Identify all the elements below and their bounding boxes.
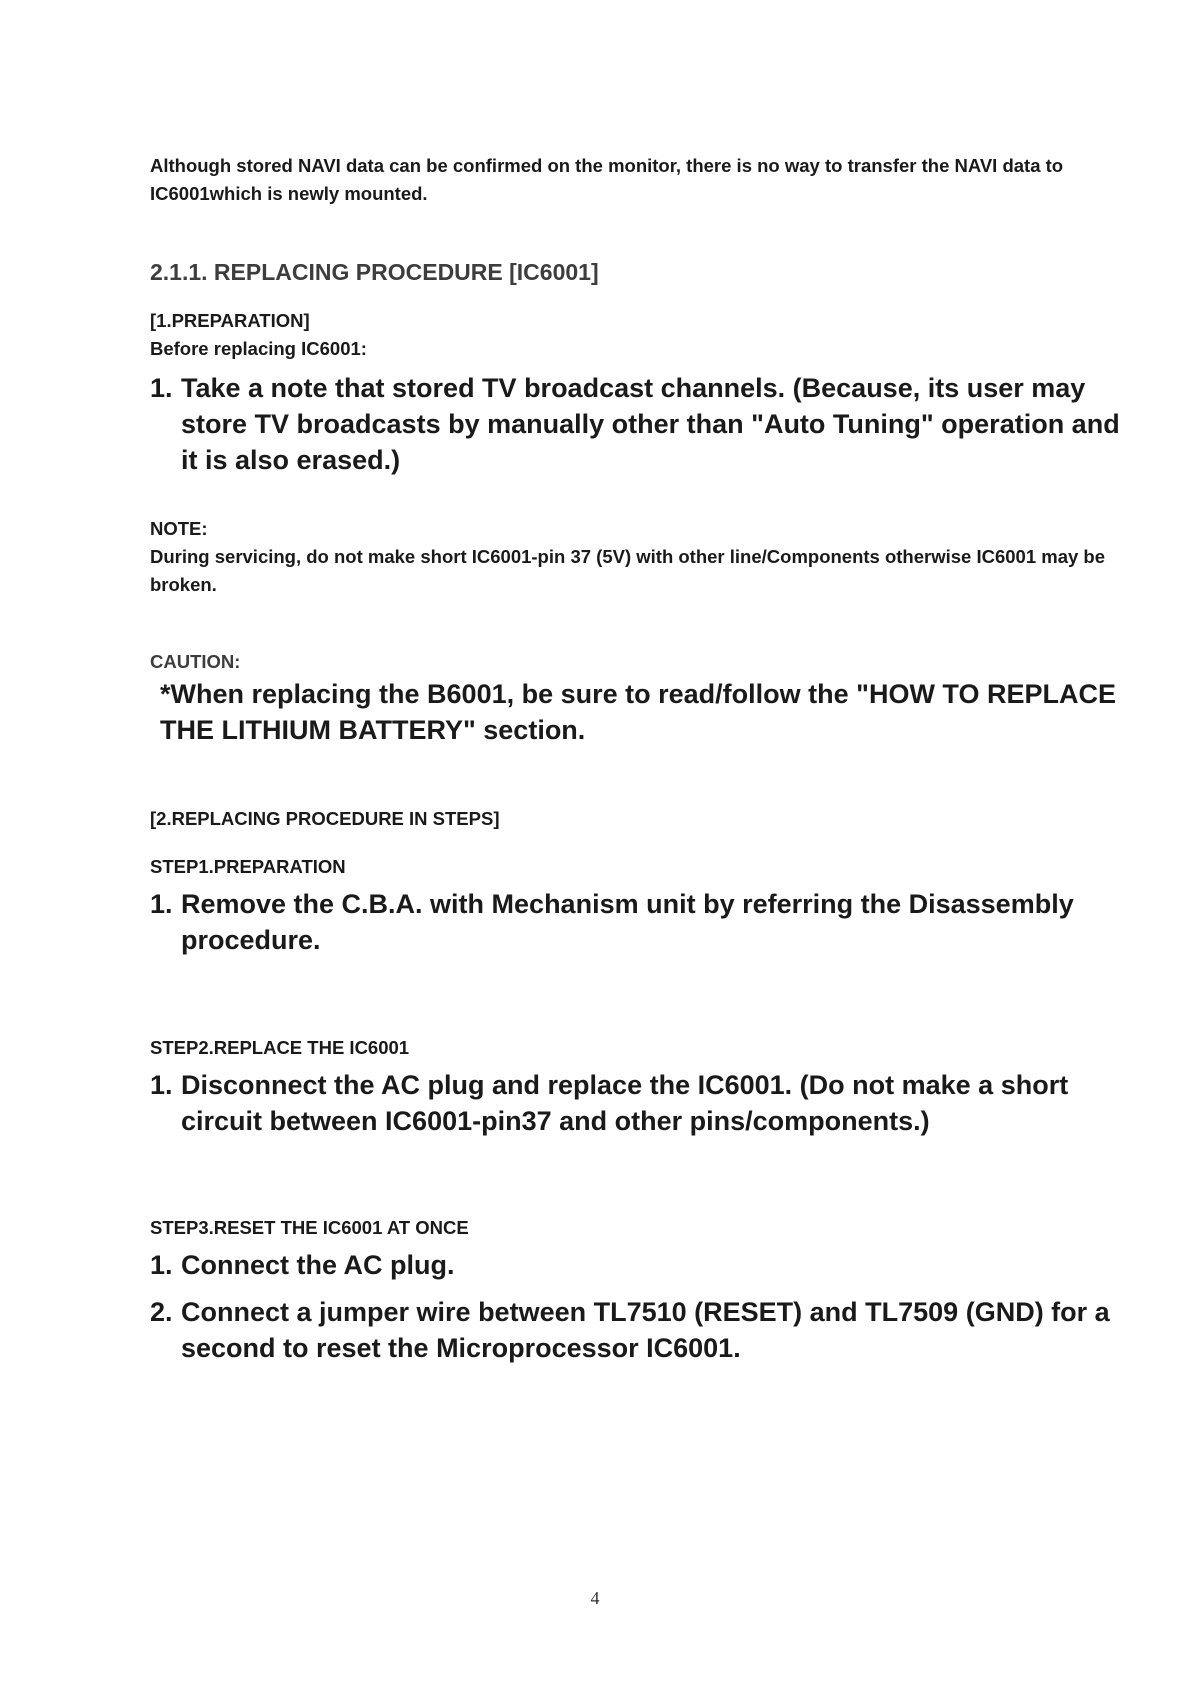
item-text: Connect the AC plug. (181, 1250, 455, 1280)
step1-label: STEP1.PREPARATION (150, 856, 346, 877)
item-text: Connect a jumper wire between TL7510 (RESET) and TL7509 (GND) for a second to reset the Microprocessor IC6001. (181, 1297, 1110, 1363)
section-title: 2.1.1. REPLACING PROCEDURE [IC6001] (150, 259, 599, 285)
item-number: 1. (150, 1070, 173, 1100)
item-number: 1. (150, 889, 173, 919)
page-number: 4 (590, 1588, 600, 1608)
step3-item-1 (150, 1247, 1140, 1283)
item-text: Disconnect the AC plug and replace the IC6001. (Do not make a short circuit between IC6001-pin37 and other pins/components.) (181, 1070, 1069, 1136)
item-number: 1. (150, 1250, 173, 1280)
preparation-item-1 (150, 370, 1140, 478)
step3-item-2 (150, 1294, 1140, 1366)
intro-paragraph: Although stored NAVI data can be confirmed on the monitor, there is no way to transfer the NAVI data to IC6001which is newly mounted. (150, 155, 1064, 204)
item-text: Remove the C.B.A. with Mechanism unit by referring the Disassembly procedure. (181, 889, 1074, 955)
item-number: 1. (150, 373, 173, 403)
note-text: During servicing, do not make short IC6001-pin 37 (5V) with other line/Components otherwise IC6001 may be broken. (150, 546, 1106, 595)
caution-text: *When replacing the B6001, be sure to read/follow the "HOW TO REPLACE THE LITHIUM BATTERY" section. (160, 679, 1116, 745)
caution-label: CAUTION: (150, 651, 241, 672)
step1-item-1 (150, 886, 1140, 958)
step3-label: STEP3.RESET THE IC6001 AT ONCE (150, 1217, 469, 1238)
preparation-label: [1.PREPARATION] (150, 310, 310, 331)
item-number: 2. (150, 1297, 173, 1327)
note-label: NOTE: (150, 518, 208, 539)
step2-label: STEP2.REPLACE THE IC6001 (150, 1037, 410, 1058)
preparation-sublabel: Before replacing IC6001: (150, 338, 367, 359)
procedure-label: [2.REPLACING PROCEDURE IN STEPS] (150, 808, 500, 829)
step2-item-1 (150, 1067, 1140, 1139)
item-text: Take a note that stored TV broadcast channels. (Because, its user may store TV broadcasts by manually other than "Auto Tuning" operation and it is also erased.) (181, 373, 1120, 475)
